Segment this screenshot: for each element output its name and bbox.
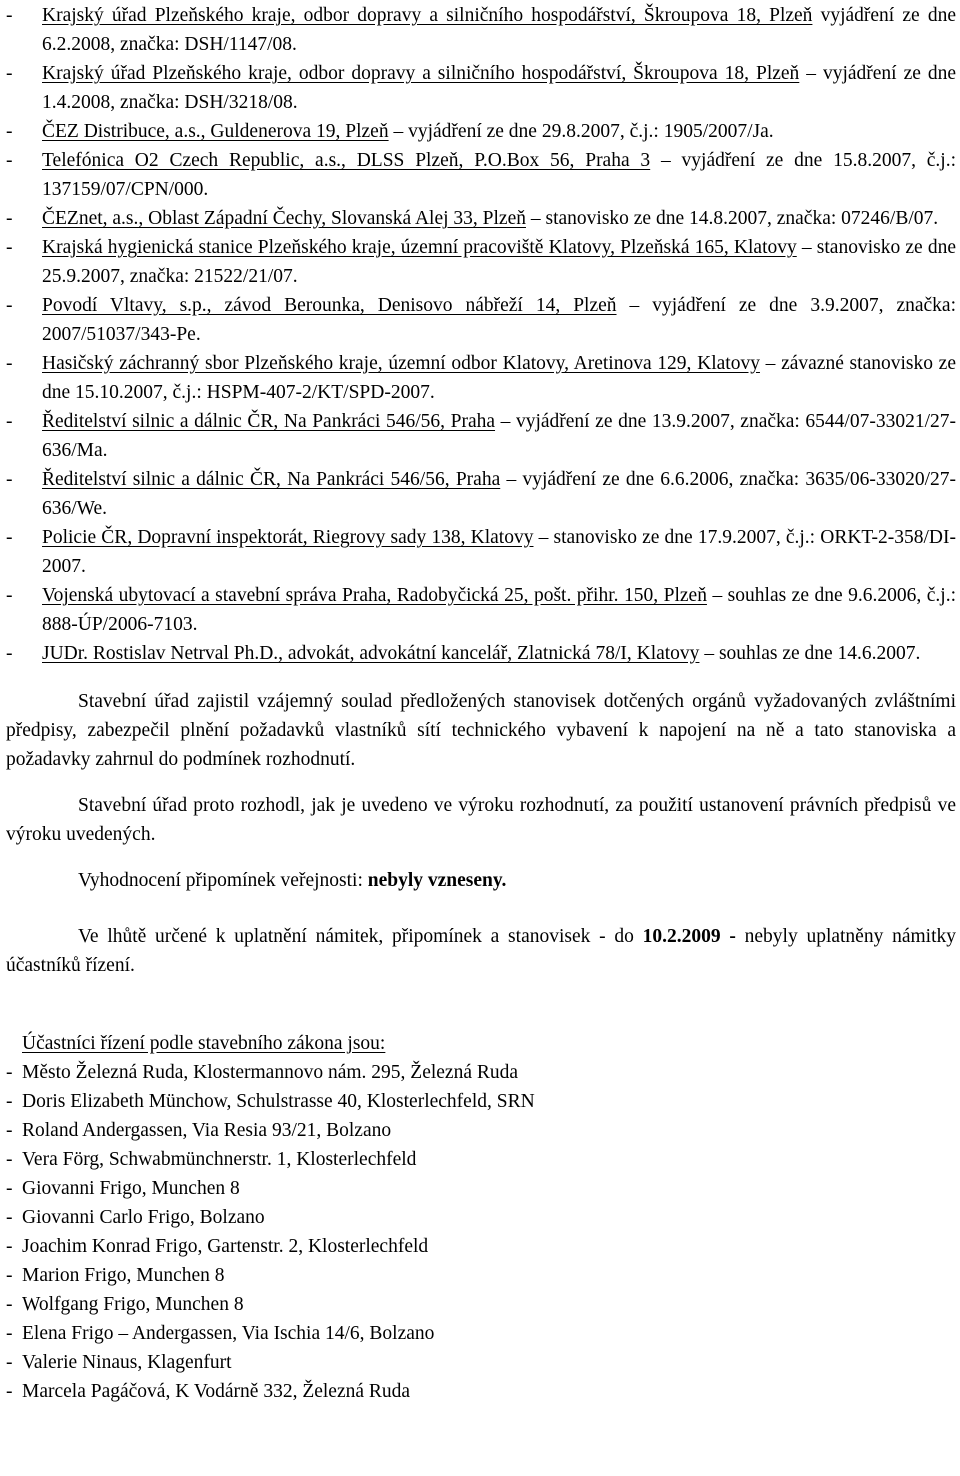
opinion-item <box>6 233 956 291</box>
opinion-issuer: Krajská hygienická stanice Plzeňského kraje, územní pracoviště Klatovy, Plzeňská 165, Klatovy <box>42 237 797 258</box>
participant-item <box>6 1377 956 1406</box>
opinion-item <box>6 523 956 581</box>
list-dash: - <box>6 469 13 490</box>
participant-item <box>6 1290 956 1319</box>
participant-name: Město Železná Ruda, Klostermannovo nám. 295, Železná Ruda <box>22 1062 519 1083</box>
list-dash: - <box>6 1091 13 1112</box>
participant-name: Marcela Pagáčová, K Vodárně 332, Železná Ruda <box>22 1381 411 1402</box>
paragraph-decision: Stavební úřad proto rozhodl, jak je uvedeno ve výroku rozhodnutí, za použití ustanovení právních předpisů ve výroku uvedených. <box>6 795 956 845</box>
opinion-detail: – stanovisko ze dne 17.9.2007, č.j.: ORKT-2-358/DI-2007. <box>42 527 956 577</box>
list-dash: - <box>6 208 13 229</box>
list-dash: - <box>6 1352 13 1373</box>
opinion-detail: – stanovisko ze dne 14.8.2007, značka: 07246/B/07. <box>525 208 939 229</box>
opinion-issuer: Ředitelství silnic a dálnic ČR, Na Pankráci 546/56, Praha <box>42 469 501 490</box>
opinion-issuer: ČEZ Distribuce, a.s., Guldenerova 19, Plzeň <box>42 121 389 142</box>
participants-list <box>6 1058 956 1406</box>
participant-name: Wolfgang Frigo, Munchen 8 <box>22 1294 244 1315</box>
participants-heading <box>6 1029 956 1058</box>
participant-item <box>6 1348 956 1377</box>
opinion-item <box>6 581 956 639</box>
opinion-detail: – závazné stanovisko ze dne 15.10.2007, č.j.: HSPM-407-2/KT/SPD-2007. <box>42 353 956 403</box>
opinion-item <box>6 291 956 349</box>
list-dash: - <box>6 1207 13 1228</box>
opinion-item <box>6 204 956 233</box>
opinion-issuer: Telefónica O2 Czech Republic, a.s., DLSS Plzeň, P.O.Box 56, Praha 3 <box>42 150 651 171</box>
participant-name: Valerie Ninaus, Klagenfurt <box>22 1352 232 1373</box>
participant-item <box>6 1232 956 1261</box>
participant-name: Elena Frigo – Andergassen, Via Ischia 14/6, Bolzano <box>22 1323 435 1344</box>
public-comments-label: Vyhodnocení připomínek veřejnosti: <box>78 870 368 891</box>
participant-name: Giovanni Carlo Frigo, Bolzano <box>22 1207 265 1228</box>
opinion-issuer: Ředitelství silnic a dálnic ČR, Na Pankráci 546/56, Praha <box>42 411 496 432</box>
participant-name: Roland Andergassen, Via Resia 93/21, Bolzano <box>22 1120 392 1141</box>
opinion-detail: vyjádření ze dne 6.2.2008, značka: DSH/1147/08. <box>42 5 956 55</box>
paragraph-objections <box>6 922 956 980</box>
list-dash: - <box>6 150 13 171</box>
participant-name: Vera Förg, Schwabmünchnerstr. 1, Klosterlechfeld <box>22 1149 417 1170</box>
participant-name: Giovanni Frigo, Munchen 8 <box>22 1178 240 1199</box>
participant-item <box>6 1145 956 1174</box>
opinion-detail: – stanovisko ze dne 25.9.2007, značka: 21522/21/07. <box>42 237 956 287</box>
list-dash: - <box>6 527 13 548</box>
list-dash: - <box>6 411 13 432</box>
opinion-issuer: ČEZnet, a.s., Oblast Západní Čechy, Slovanská Alej 33, Plzeň <box>42 208 526 229</box>
list-dash: - <box>6 237 13 258</box>
list-dash: - <box>6 1120 13 1141</box>
opinion-detail: – souhlas ze dne 9.6.2006, č.j.: 888-ÚP/2006-7103. <box>42 585 956 635</box>
list-dash: - <box>6 353 13 374</box>
participant-item <box>6 1203 956 1232</box>
opinion-item <box>6 146 956 204</box>
opinion-item <box>6 117 956 146</box>
opinion-issuer: Policie ČR, Dopravní inspektorát, Riegrovy sady 138, Klatovy <box>42 527 534 548</box>
list-dash: - <box>6 1178 13 1199</box>
participant-name: Marion Frigo, Munchen 8 <box>22 1265 225 1286</box>
list-dash: - <box>6 1062 13 1083</box>
participant-item <box>6 1319 956 1348</box>
participant-item <box>6 1116 956 1145</box>
public-comments-result: nebyly vzneseny. <box>367 870 507 891</box>
objections-text-a: Ve lhůtě určené k uplatnění námitek, připomínek a stanovisek - do <box>78 926 643 947</box>
list-dash: - <box>6 63 13 84</box>
opinion-issuer: Vojenská ubytovací a stavební správa Praha, Radobyčická 25, pošt. přihr. 150, Plzeň <box>42 585 707 606</box>
opinion-issuer: Hasičský záchranný sbor Plzeňského kraje, územní odbor Klatovy, Aretinova 129, Klatovy <box>42 353 760 374</box>
opinion-issuer: Krajský úřad Plzeňského kraje, odbor dopravy a silničního hospodářství, Škroupova 18, Plzeň <box>42 5 813 26</box>
opinion-detail: – vyjádření ze dne 3.9.2007, značka: 2007/51037/343-Pe. <box>42 295 956 345</box>
opinion-detail: – vyjádření ze dne 1.4.2008, značka: DSH/3218/08. <box>42 63 956 113</box>
opinion-detail: – souhlas ze dne 14.6.2007. <box>699 643 921 664</box>
opinion-item <box>6 349 956 407</box>
objections-deadline: 10.2.2009 - <box>642 926 736 947</box>
opinion-detail: – vyjádření ze dne 29.8.2007, č.j.: 1905/2007/Ja. <box>388 121 774 142</box>
list-dash: - <box>6 1149 13 1170</box>
opinion-detail: – vyjádření ze dne 15.8.2007, č.j.: 137159/07/CPN/000. <box>42 150 956 200</box>
list-dash: - <box>6 121 13 142</box>
participant-item <box>6 1174 956 1203</box>
opinions-list <box>6 1 956 668</box>
document-page <box>6 0 956 1406</box>
participants-heading-text: Účastníci řízení podle stavebního zákona jsou: <box>22 1033 386 1054</box>
opinion-issuer: Povodí Vltavy, s.p., závod Berounka, Denisovo nábřeží 14, Plzeň <box>42 295 617 316</box>
opinion-detail: – vyjádření ze dne 6.6.2006, značka: 3635/06-33020/27-636/We. <box>42 469 956 519</box>
list-dash: - <box>6 1381 13 1402</box>
list-dash: - <box>6 1236 13 1257</box>
participant-item <box>6 1058 956 1087</box>
opinion-item <box>6 639 956 668</box>
objections-text-b: nebyly uplatněny námitky účastníků řízení. <box>6 926 956 976</box>
participant-item <box>6 1087 956 1116</box>
participant-name: Doris Elizabeth Münchow, Schulstrasse 40, Klosterlechfeld, SRN <box>22 1091 535 1112</box>
paragraph-harmony: Stavební úřad zajistil vzájemný soulad předložených stanovisek dotčených orgánů vyžadovaných zvláštními předpisy, zabezpečil plnění požadavků vlastníků sítí technického vybavení k napojení na ně a tato stanoviska a požadavky zahrnul do podmínek rozhodnutí. <box>6 691 956 770</box>
opinion-detail: – vyjádření ze dne 13.9.2007, značka: 6544/07-33021/27-636/Ma. <box>42 411 956 461</box>
opinion-item <box>6 407 956 465</box>
paragraph-public-comments <box>6 866 956 895</box>
participant-name: Joachim Konrad Frigo, Gartenstr. 2, Klosterlechfeld <box>22 1236 429 1257</box>
list-dash: - <box>6 585 13 606</box>
list-dash: - <box>6 643 13 664</box>
list-dash: - <box>6 5 13 26</box>
list-dash: - <box>6 295 13 316</box>
list-dash: - <box>6 1323 13 1344</box>
opinion-issuer: JUDr. Rostislav Netrval Ph.D., advokát, advokátní kancelář, Zlatnická 78/I, Klatovy <box>42 643 700 664</box>
participant-item <box>6 1261 956 1290</box>
list-dash: - <box>6 1294 13 1315</box>
opinion-item <box>6 465 956 523</box>
opinion-issuer: Krajský úřad Plzeňského kraje, odbor dopravy a silničního hospodářství, Škroupova 18, Plzeň <box>42 63 800 84</box>
list-dash: - <box>6 1265 13 1286</box>
opinion-item <box>6 59 956 117</box>
opinion-item <box>6 1 956 59</box>
